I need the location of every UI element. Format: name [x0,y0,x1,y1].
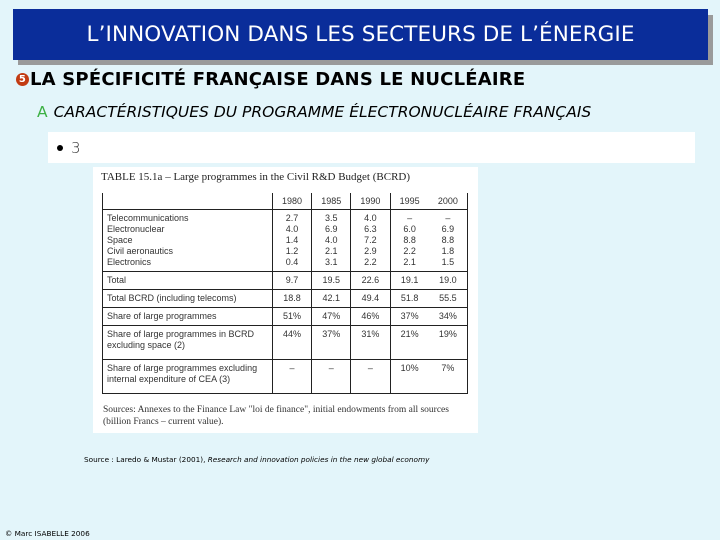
table-row [103,257,468,272]
cell: 51.8 [390,290,429,308]
header-cell: 2000 [429,193,468,210]
cell: 10% [390,360,429,394]
header-cell [103,193,273,210]
table-row [103,210,468,225]
cell: 4.0 [312,235,351,246]
cell: 42.1 [312,290,351,308]
subsection-letter: A [37,103,48,121]
cell: – [429,210,468,225]
cell: 2.9 [351,246,390,257]
source-prefix: Source : Laredo & Mustar (2001), [84,455,208,464]
subsection-heading [37,103,591,121]
cell: – [312,360,351,394]
cell: 8.8 [429,235,468,246]
row-label: Telecommunications [103,210,273,225]
cell: 1.8 [429,246,468,257]
cell: 3.1 [312,257,351,272]
cell: 22.6 [351,272,390,290]
cell: 19.0 [429,272,468,290]
table-row [103,308,468,326]
cell: 19.5 [312,272,351,290]
table-row [103,326,468,360]
cell: 47% [312,308,351,326]
cell: 2.2 [351,257,390,272]
cell: 8.8 [403,235,416,245]
cell: 18.8 [272,290,311,308]
cell: 4.0 [272,224,311,235]
row-label: Share of large programmes in BCRD excluding space (2) [103,326,273,360]
cell: 21% [390,326,429,360]
header-cell: 1990 [351,193,390,210]
row-label: Electronics [103,257,273,272]
table-row [103,235,468,246]
copyright: © Marc ISABELLE 2006 [5,529,90,538]
cell: 9.7 [272,272,311,290]
slide-title-text: L’INNOVATION DANS LES SECTEURS DE L’ÉNERGIE [86,22,635,47]
cell: 2.1 [390,257,429,272]
table-header-row [103,193,468,210]
header-cell: 1995 [390,193,429,210]
cell: 44% [272,326,311,360]
table-caption: TABLE 15.1a – Large programmes in the Civil R&D Budget (BCRD) [101,171,411,183]
cell: 1.5 [429,257,468,272]
bullet-text: 3 [71,138,81,157]
table-row [103,272,468,290]
header-cell: 1980 [272,193,311,210]
section-heading [16,69,525,90]
cell: 0.4 [272,257,311,272]
cell: 19.1 [390,272,429,290]
cell: – [272,360,311,394]
row-label: Electronuclear [103,224,273,235]
cell: 34% [429,308,468,326]
cell: 7% [429,360,468,394]
table-row [103,290,468,308]
row-label: Civil aeronautics [103,246,273,257]
row-label: Total [103,272,273,290]
cell: 2.7 [272,210,311,225]
row-label: Share of large programmes [103,308,273,326]
table-sources-note: Sources: Annexes to the Finance Law "loi de finance", initial endowments from all sources (billion Francs – current value). [103,405,449,427]
table-figure [93,167,478,433]
subsection-heading-text: CARACTÉRISTIQUES DU PROGRAMME ÉLECTRONUCLÉAIRE FRANÇAIS [53,103,592,121]
cell: 6.9 [429,224,468,235]
row-label: Space [103,235,273,246]
table-row [103,246,468,257]
cell: 1.4 [272,235,311,246]
bullet-box [48,132,695,163]
cell: 6.3 [351,224,390,235]
row-label: Total BCRD (including telecoms) [103,290,273,308]
cell: 37% [312,326,351,360]
cell: 37% [390,308,429,326]
table-row [103,360,468,394]
row-label: Share of large programmes excluding internal expenditure of CEA (3) [103,360,273,394]
cell: 31% [351,326,390,360]
cell: 6.9 [312,224,351,235]
bullet-icon [57,145,63,151]
cell: 6.0 [403,224,416,234]
cell: – [351,360,390,394]
source-title: Research and innovation policies in the new global economy [207,455,430,464]
cell: – [407,213,413,223]
cell: 7.2 [351,235,390,246]
slide-title [13,9,708,60]
cell: 55.5 [429,290,468,308]
cell: 4.0 [351,210,390,225]
cell: 49.4 [351,290,390,308]
cell: 2.1 [312,246,351,257]
table-row [103,224,468,235]
cell: 46% [351,308,390,326]
section-heading-text: LA SPÉCIFICITÉ FRANÇAISE DANS LE NUCLÉAIRE [30,69,526,90]
cell: 19% [429,326,468,360]
number-badge-icon: 5 [16,73,29,86]
source-citation [84,455,429,464]
header-cell: 1985 [312,193,351,210]
cell: 2.2 [403,246,416,256]
cell: 51% [272,308,311,326]
data-table [102,193,468,394]
cell: 1.2 [272,246,311,257]
cell: 3.5 [312,210,351,225]
